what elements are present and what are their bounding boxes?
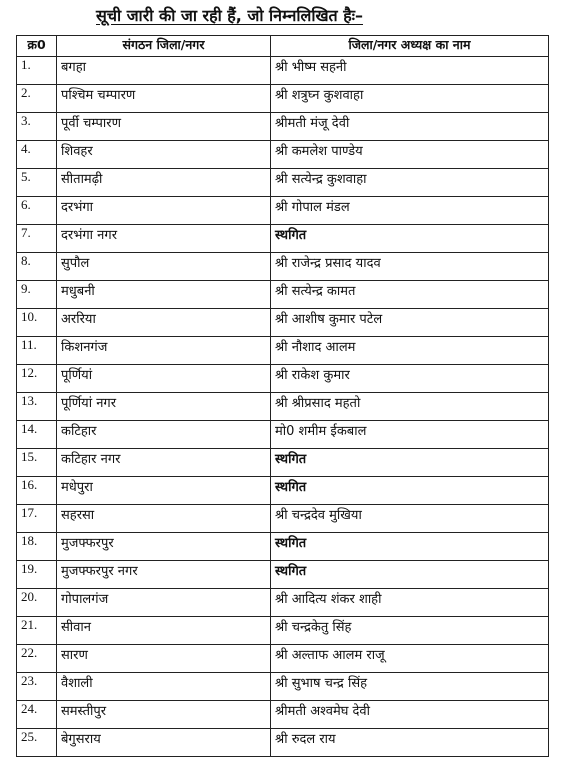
table-row (17, 281, 549, 309)
table-row (17, 421, 549, 449)
district-name-cell: बेगुसराय (57, 729, 271, 757)
district-name-cell: सारण (57, 645, 271, 673)
serial-number-cell: 15. (17, 449, 57, 477)
district-name-cell: किशनगंज (57, 337, 271, 365)
president-name-cell: श्री चन्द्रदेव मुखिया (271, 505, 549, 533)
list-heading: सूची जारी की जा रही हैं, जो निम्नलिखित हैः– (96, 6, 363, 25)
serial-number-cell: 3. (17, 113, 57, 141)
table-row (17, 701, 549, 729)
president-name-cell: स्थगित (271, 533, 549, 561)
serial-number-cell: 18. (17, 533, 57, 561)
table-row (17, 393, 549, 421)
president-name-cell: श्री राजेन्द्र प्रसाद यादव (271, 253, 549, 281)
district-name-cell: समस्तीपुर (57, 701, 271, 729)
district-name-cell: सुपौल (57, 253, 271, 281)
district-name-cell: पूर्णियां (57, 365, 271, 393)
serial-number-cell: 25. (17, 729, 57, 757)
district-president-table (16, 35, 549, 757)
serial-number-cell: 14. (17, 421, 57, 449)
president-name-cell: श्री चन्द्रकेतु सिंह (271, 617, 549, 645)
president-name-cell: श्री आशीष कुमार पटेल (271, 309, 549, 337)
table-row (17, 113, 549, 141)
table-row (17, 505, 549, 533)
serial-number-cell: 9. (17, 281, 57, 309)
table-row (17, 673, 549, 701)
table-row (17, 477, 549, 505)
table-row (17, 337, 549, 365)
president-name-cell: श्री नौशाद आलम (271, 337, 549, 365)
serial-number-cell: 6. (17, 197, 57, 225)
header-president: जिला/नगर अध्यक्ष का नाम (271, 36, 549, 57)
president-name-cell: श्री आदित्य शंकर शाही (271, 589, 549, 617)
table-header-row (17, 36, 549, 57)
district-name-cell: सीवान (57, 617, 271, 645)
serial-number-cell: 17. (17, 505, 57, 533)
district-name-cell: कटिहार (57, 421, 271, 449)
header-serial: क्र0 (17, 36, 57, 57)
table-row (17, 533, 549, 561)
serial-number-cell: 7. (17, 225, 57, 253)
table-row (17, 253, 549, 281)
serial-number-cell: 23. (17, 673, 57, 701)
header-district: संगठन जिला/नगर (57, 36, 271, 57)
president-name-cell: श्री रुदल राय (271, 729, 549, 757)
table-row (17, 449, 549, 477)
table-row (17, 365, 549, 393)
serial-number-cell: 10. (17, 309, 57, 337)
district-name-cell: पूर्वी चम्पारण (57, 113, 271, 141)
district-name-cell: पूर्णियां नगर (57, 393, 271, 421)
president-name-cell: स्थगित (271, 477, 549, 505)
president-name-cell: श्री सत्येन्द्र कुशवाहा (271, 169, 549, 197)
table-row (17, 645, 549, 673)
district-name-cell: गोपालगंज (57, 589, 271, 617)
serial-number-cell: 5. (17, 169, 57, 197)
president-name-cell: श्री श्रीप्रसाद महतो (271, 393, 549, 421)
president-name-cell: श्री कमलेश पाण्डेय (271, 141, 549, 169)
district-name-cell: कटिहार नगर (57, 449, 271, 477)
president-name-cell: श्री गोपाल मंडल (271, 197, 549, 225)
table-row (17, 57, 549, 85)
serial-number-cell: 8. (17, 253, 57, 281)
serial-number-cell: 2. (17, 85, 57, 113)
district-name-cell: मुजफ्फरपुर नगर (57, 561, 271, 589)
serial-number-cell: 16. (17, 477, 57, 505)
table-row (17, 729, 549, 757)
president-name-cell: श्री अल्ताफ आलम राजू (271, 645, 549, 673)
president-name-cell: श्री सत्येन्द्र कामत (271, 281, 549, 309)
table-row (17, 197, 549, 225)
serial-number-cell: 22. (17, 645, 57, 673)
district-name-cell: दरभंगा नगर (57, 225, 271, 253)
president-name-cell: स्थगित (271, 561, 549, 589)
president-name-cell: श्री भीष्म सहनी (271, 57, 549, 85)
serial-number-cell: 20. (17, 589, 57, 617)
president-name-cell: मो0 शमीम ईकबाल (271, 421, 549, 449)
president-name-cell: श्रीमती मंजू देवी (271, 113, 549, 141)
district-name-cell: सहरसा (57, 505, 271, 533)
table-row (17, 141, 549, 169)
president-name-cell: स्थगित (271, 225, 549, 253)
president-name-cell: श्री सुभाष चन्द्र सिंह (271, 673, 549, 701)
serial-number-cell: 21. (17, 617, 57, 645)
table-row (17, 169, 549, 197)
serial-number-cell: 24. (17, 701, 57, 729)
table-row (17, 617, 549, 645)
district-name-cell: वैशाली (57, 673, 271, 701)
district-name-cell: सीतामढ़ी (57, 169, 271, 197)
serial-number-cell: 1. (17, 57, 57, 85)
district-name-cell: पश्चिम चम्पारण (57, 85, 271, 113)
district-name-cell: अररिया (57, 309, 271, 337)
district-name-cell: शिवहर (57, 141, 271, 169)
district-name-cell: बगहा (57, 57, 271, 85)
district-name-cell: मधेपुरा (57, 477, 271, 505)
table-row (17, 589, 549, 617)
table-row (17, 85, 549, 113)
president-name-cell: स्थगित (271, 449, 549, 477)
district-name-cell: मुजफ्फरपुर (57, 533, 271, 561)
table-row (17, 561, 549, 589)
president-name-cell: श्री शत्रुघ्न कुशवाहा (271, 85, 549, 113)
serial-number-cell: 13. (17, 393, 57, 421)
district-name-cell: मधुबनी (57, 281, 271, 309)
serial-number-cell: 19. (17, 561, 57, 589)
table-row (17, 225, 549, 253)
president-name-cell: श्रीमती अश्वमेघ देवी (271, 701, 549, 729)
district-name-cell: दरभंगा (57, 197, 271, 225)
president-name-cell: श्री राकेश कुमार (271, 365, 549, 393)
table-row (17, 309, 549, 337)
serial-number-cell: 4. (17, 141, 57, 169)
serial-number-cell: 11. (17, 337, 57, 365)
serial-number-cell: 12. (17, 365, 57, 393)
